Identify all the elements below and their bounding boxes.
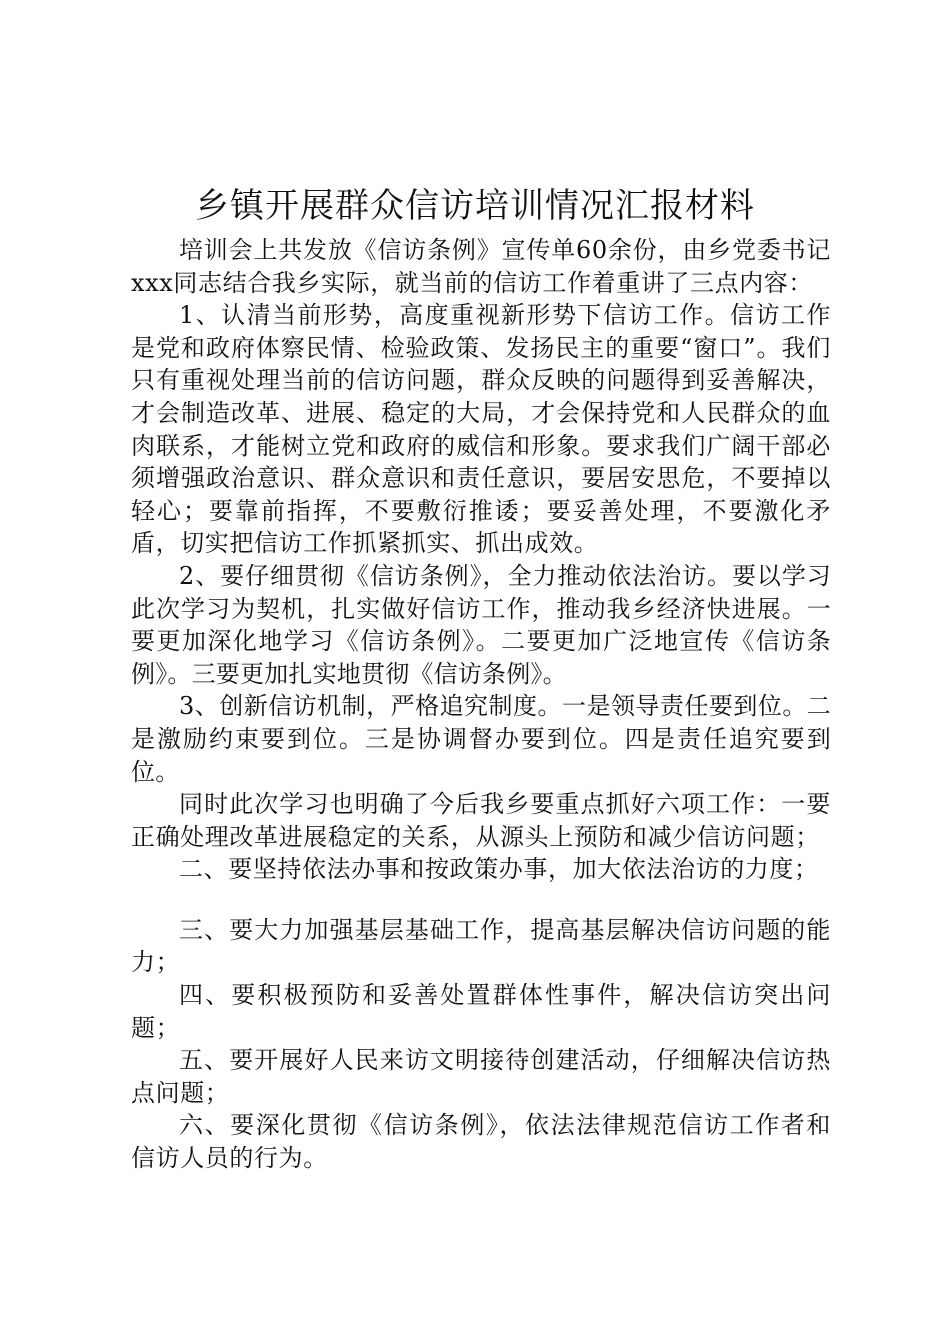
paragraph-intro: 培训会上共发放《信访条例》宣传单60余份，由乡党委书记xxx同志结合我乡实际，就当前的信访工作着重讲了三点内容： [131,236,831,297]
paragraph-task-6: 六、要深化贯彻《信访条例》，依法法律规范信访工作者和信访人员的行为。 [131,1111,831,1173]
paragraph-task-4: 四、要积极预防和妥善处置群体性事件，解决信访突出问题； [131,981,831,1042]
document-body [131,234,831,1175]
paragraph-point-1: 1、认清当前形势，高度重视新形势下信访工作。信访工作是党和政府体察民情、检验政策、发扬民主的重要“窗口”。我们只有重视处理当前的信访问题，群众反映的问题得到妥善解决，才会制造改革、进展、稳定的大局，才会保持党和人民群众的血肉联系，才能树立党和政府的威信和形象。要求我们广阔干部必须增强政治意识、群众意识和责任意识，要居安思危，不要掉以轻心；要靠前指挥，不要敷衍推诿；要妥善处理，不要激化矛盾，切实把信访工作抓紧抓实、抓出成效。 [131,301,831,558]
paragraph-six-tasks-intro: 同时此次学习也明确了今后我乡要重点抓好六项工作：一要正确处理改革进展稳定的关系，从源头上预防和减少信访问题； [131,790,831,851]
paragraph-point-2: 2、要仔细贯彻《信访条例》，全力推动依法治访。要以学习此次学习为契机，扎实做好信访工作，推动我乡经济快进展。一要更加深化地学习《信访条例》。二要更加广泛地宣传《信访条例》。三要更加扎实地贯彻《信访条例》。 [131,561,831,688]
paragraph-point-3: 3、创新信访机制，严格追究制度。一是领导责任要到位。二是激励约束要到位。三是协调督办要到位。四是责任追究要到位。 [131,692,831,786]
paragraph-task-5: 五、要开展好人民来访文明接待创建活动，仔细解决信访热点问题； [131,1046,831,1107]
paragraph-task-2: 二、要坚持依法办事和按政策办事，加大依法治访的力度； [179,855,819,884]
document-title: 乡镇开展群众信访培训情况汇报材料 [195,186,755,226]
paragraph-task-3: 三、要大力加强基层基础工作，提高基层解决信访问题的能力； [131,915,831,977]
